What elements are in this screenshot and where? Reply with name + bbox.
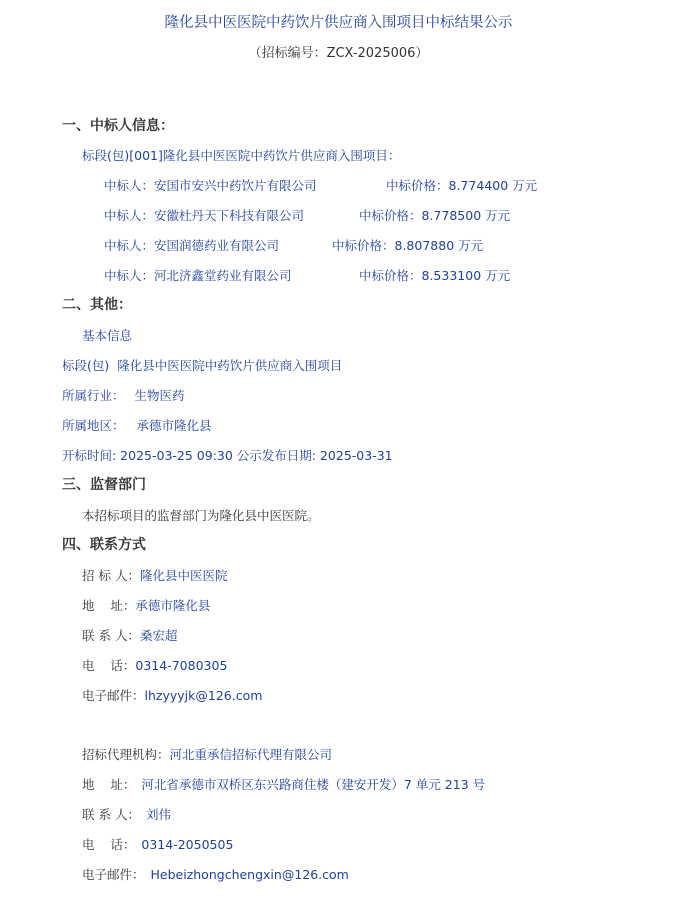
- agency-contact-value: 刘伟: [145, 807, 171, 822]
- section-heading-other: 二、其他：: [62, 297, 132, 313]
- agency-contact-label: 联 系 人：: [82, 807, 140, 822]
- winner-price: 中标价格：8.778500 万元: [359, 208, 511, 223]
- section-heading-winners: 一、中标人信息：: [62, 118, 174, 134]
- winner-name: 中标人：安国市安兴中药饮片有限公司: [104, 178, 317, 193]
- agency-name-label: 招标代理机构：: [82, 747, 170, 762]
- tenderer-address-row: [82, 598, 210, 614]
- tenderer-contact-value: 桑宏超: [139, 628, 178, 643]
- open-time: 开标时间: 2025-03-25 09:30 公示发布日期: 2025-03-31: [62, 448, 393, 463]
- lot-info-value: 隆化县中医医院中药饮片供应商入围项目: [117, 358, 343, 373]
- tenderer-address-value: 承德市隆化县: [135, 598, 211, 613]
- lot-info-label: 标段(包): [62, 358, 110, 373]
- tenderer-contact-row: [82, 628, 177, 644]
- basic-info-label: 基本信息: [82, 328, 133, 343]
- tenderer-phone-row: [82, 658, 227, 674]
- winner-price: 中标价格：8.533100 万元: [359, 268, 511, 283]
- agency-email-value: Hebeizhongchengxin@126.com: [150, 867, 349, 882]
- tenderer-email-row: [82, 688, 262, 704]
- agency-phone-row: [82, 837, 233, 853]
- lot-info-row: [62, 358, 342, 374]
- agency-phone-label: 电 话：: [82, 837, 136, 852]
- agency-phone-value: 0314-2050505: [141, 837, 234, 852]
- agency-email-row: [82, 867, 349, 883]
- page-title: 隆化县中医医院中药饮片供应商入围项目中标结果公示: [164, 15, 513, 31]
- tenderer-address-label: 地 址：: [82, 598, 136, 613]
- agency-address-value: 河北省承德市双桥区东兴路商住楼（建安开发）7 单元 213 号: [141, 777, 486, 792]
- tenderer-name-value: 隆化县中医医院: [139, 568, 228, 583]
- tenderer-phone-value: 0314-7080305: [135, 658, 228, 673]
- agency-address-label: 地 址：: [82, 777, 136, 792]
- region-row: [62, 418, 212, 434]
- tenderer-contact-label: 联 系 人：: [82, 628, 140, 643]
- agency-name-value: 河北重承信招标代理有限公司: [169, 747, 333, 762]
- winner-price: 中标价格：8.807880 万元: [332, 238, 484, 253]
- industry-row: [62, 388, 185, 404]
- tenderer-phone-label: 电 话：: [82, 658, 136, 673]
- industry-label: 所属行业：: [62, 388, 125, 403]
- section-heading-supervision: 三、监督部门: [62, 477, 146, 493]
- winner-name: 中标人：安国润德药业有限公司: [104, 238, 280, 253]
- tenderer-name-row: [82, 568, 227, 584]
- section-heading-contact: 四、联系方式: [62, 537, 146, 553]
- agency-name-row: [82, 747, 332, 763]
- agency-email-label: 电子邮件：: [82, 867, 145, 882]
- tenderer-email-value: lhzyyyjk@126.com: [144, 688, 263, 703]
- tenderer-email-label: 电子邮件：: [82, 688, 145, 703]
- agency-contact-row: [82, 807, 171, 823]
- industry-value: 生物医药: [134, 388, 185, 403]
- region-value: 承德市隆化县: [136, 418, 212, 433]
- supervision-text: 本招标项目的监督部门为隆化县中医医院。: [82, 508, 320, 523]
- winner-name: 中标人：安徽杜丹天下科技有限公司: [104, 208, 305, 223]
- winner-name: 中标人：河北济鑫堂药业有限公司: [104, 268, 292, 283]
- tenderer-name-label: 招 标 人：: [82, 568, 140, 583]
- agency-address-row: [82, 777, 485, 793]
- project-code: （招标编号：ZCX-2025006）: [248, 46, 429, 61]
- region-label: 所属地区：: [62, 418, 125, 433]
- winner-price: 中标价格：8.774400 万元: [386, 178, 538, 193]
- lot-line: 标段(包)[001]隆化县中医医院中药饮片供应商入围项目：: [82, 148, 401, 163]
